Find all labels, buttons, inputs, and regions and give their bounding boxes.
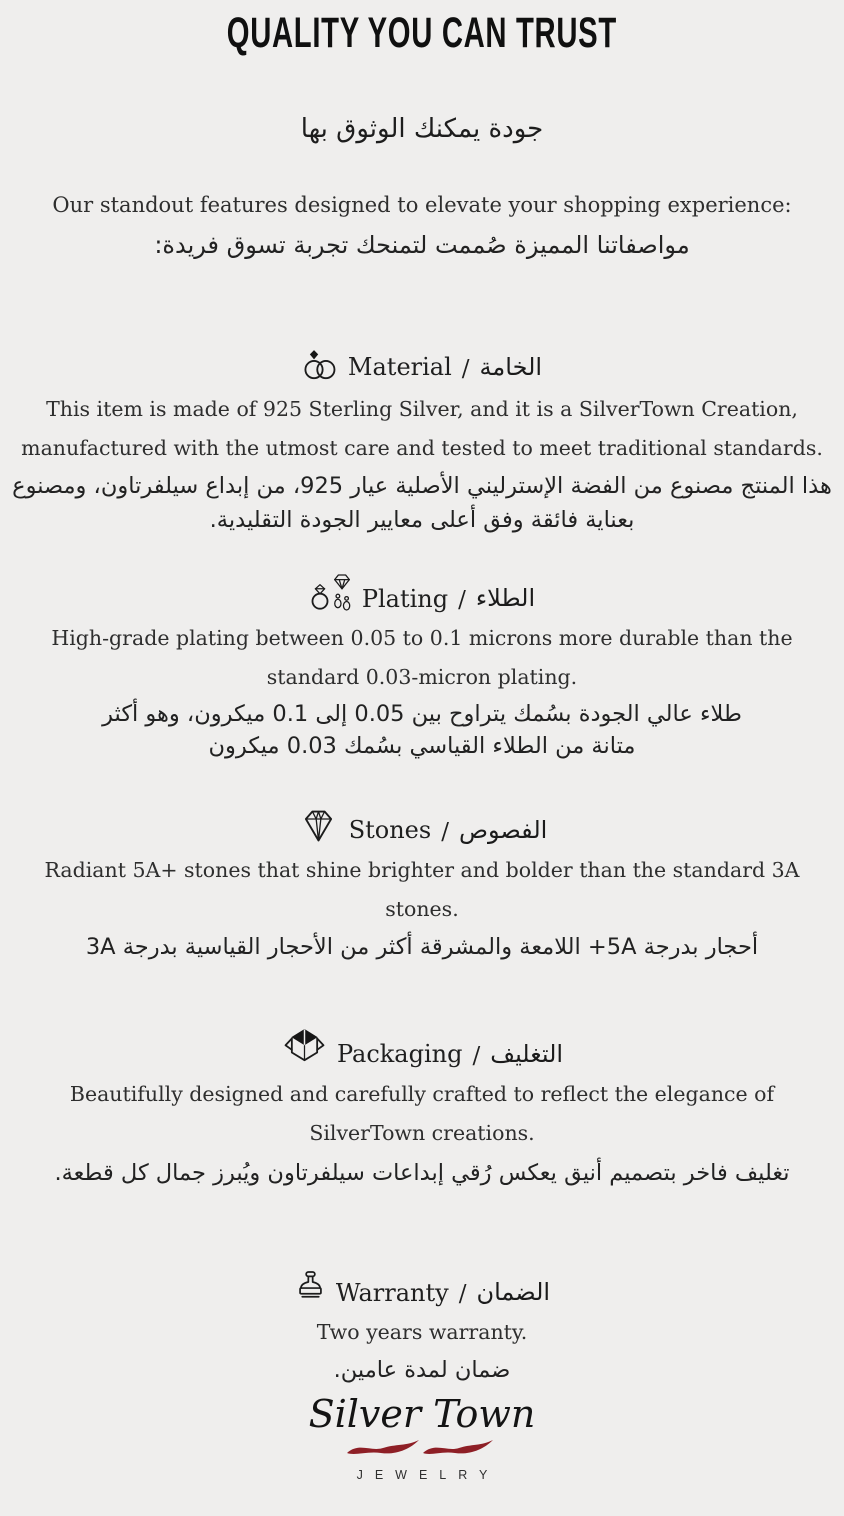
section-material-title-en: Material [347,353,452,382]
section-material-heading [0,347,844,382]
stamp-icon [294,1270,327,1307]
section-material-body-en: This item is made of 925 Sterling Silver, and it is a SilverTown Creation, manufactured with the utmost care and tested to meet traditional standards. [21,396,823,460]
section-packaging-heading [0,1027,844,1069]
section-stones-body-ar: أحجار بدرجة 5A+ اللامعة والمشرقة أكثر من الأحجار القياسية بدرجة 3A [85,933,759,960]
section-stones [0,807,844,965]
wedding-rings-icon [302,347,339,382]
section-warranty-body-ar: ضمان لمدة عامين. [333,1357,511,1384]
section-stones-title-ar: الفصوص [458,816,548,845]
section-plating-body-en: High-grade plating between 0.05 to 0.1 microns more durable than the standard 0.03-micron plating. [51,626,793,690]
section-plating-title-en: Plating [361,584,449,613]
section-stones-body-en: Radiant 5A+ stones that shine brighter and bolder than the standard 3A stones. [44,858,800,922]
brand-logo [0,1394,844,1482]
section-warranty-title-ar: الضمان [476,1278,551,1307]
brand-logo-swoosh-icon [0,1437,844,1459]
section-plating-body-ar: طلاء عالي الجودة بسُمك يتراوح بين 0.05 إلى 0.1 ميكرون، وهو أكثر متانة من الطلاء القياسي بسُمك 0.03 ميكرون [102,701,742,760]
section-warranty-heading [0,1270,844,1307]
section-packaging-body-en: Beautifully designed and carefully crafted to reflect the elegance of SilverTown creations. [69,1081,775,1145]
heading-separator: / [441,819,449,846]
page-title: QUALITY YOU CAN TRUST [226,9,618,57]
jewelry-set-icon [309,571,353,613]
diamond-icon [297,807,340,845]
section-material-body-ar: هذا المنتج مصنوع من الفضة الإسترليني الأصلية عيار 925، من إبداع سيلفرتاون، ومصنوع بعناية فائقة وفق أعلى معايير الجودة التقليدية. [12,472,832,533]
page-title-arabic: جودة يمكنك الوثوق بها [300,114,544,144]
brand-logo-script-text: Silver Town [308,1392,536,1437]
heading-separator: / [461,355,470,382]
intro-text-english: Our standout features designed to elevate your shopping experience: [52,192,792,217]
section-warranty [0,1270,844,1388]
section-warranty-body-en: Two years warranty. [316,1320,528,1345]
section-material [0,347,844,537]
section-material-title-ar: الخامة [479,352,543,381]
section-plating [0,571,844,763]
heading-separator: / [472,1042,481,1069]
heading-separator: / [458,1281,467,1308]
section-stones-heading [0,807,844,845]
section-warranty-title-en: Warranty [335,1278,449,1307]
open-box-icon [281,1027,328,1069]
section-packaging-title-ar: التغليف [490,1039,564,1068]
intro-text-arabic: مواصفاتنا المميزة صُممت لتمنحك تجربة تسوق فريدة: [154,231,690,260]
brand-logo-subtitle: JEWELRY [356,1467,500,1482]
section-plating-title-ar: الطلاء [475,584,536,613]
section-packaging-body-ar: تغليف فاخر بتصميم أنيق يعكس رُقي إبداعات سيلفرتاون ويُبرز جمال كل قطعة. [54,1159,790,1186]
section-packaging [0,1027,844,1191]
heading-separator: / [458,587,466,614]
section-plating-heading [0,571,844,613]
section-packaging-title-en: Packaging [336,1039,463,1068]
section-stones-title-en: Stones [348,816,432,845]
